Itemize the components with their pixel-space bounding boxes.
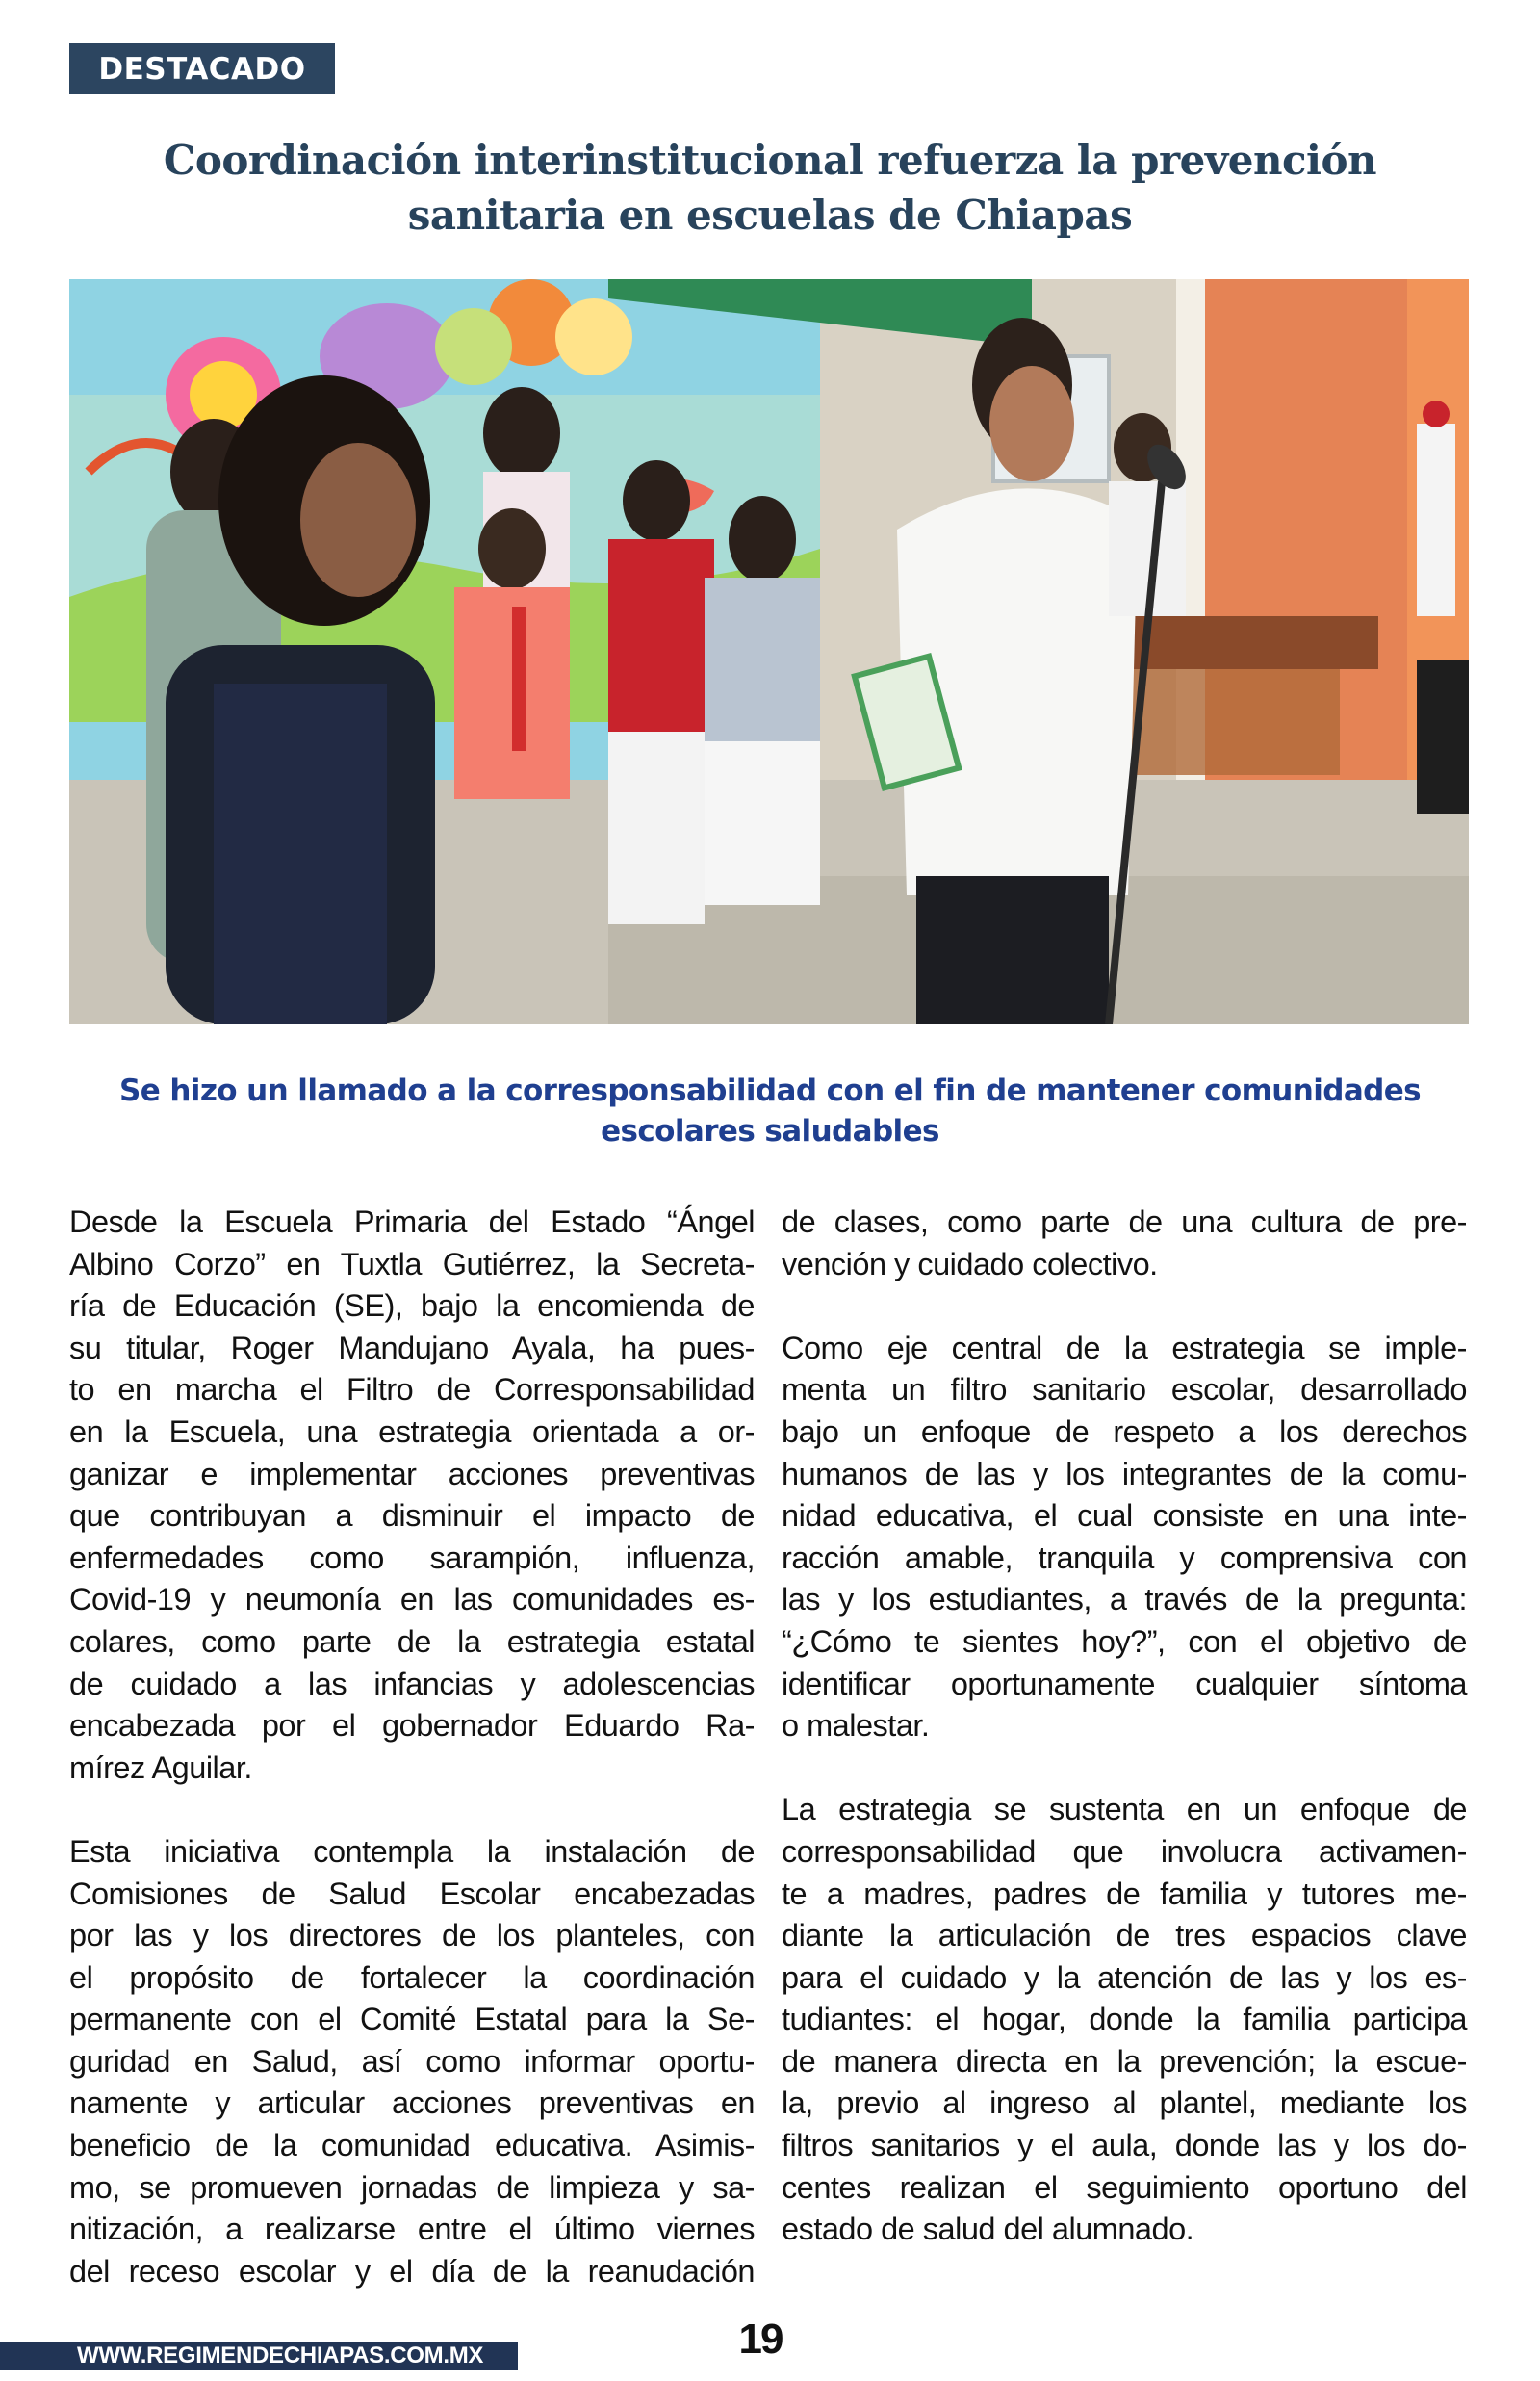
text-line: identificar oportunamente cualquier síntoma — [782, 1666, 1467, 1701]
article-column-left — [69, 1202, 755, 2292]
text-line: “¿Cómo te sientes hoy?”, con el objetivo de — [782, 1623, 1467, 1659]
text-line: to en marcha el Filtro de Corresponsabilidad — [69, 1372, 755, 1408]
text-line: nitización, a realizarse entre el último viernes — [69, 2212, 755, 2247]
text-line: centes realizan el seguimiento oportuno del — [782, 2169, 1467, 2205]
text-line: en la Escuela, una estrategia orientada a or- — [69, 1413, 755, 1449]
text-line: menta un filtro sanitario escolar, desarrollado — [782, 1372, 1467, 1408]
text-line: estado de salud del alumnado. — [782, 2212, 1194, 2247]
footer-bar — [0, 2342, 518, 2370]
text-line: enfermedades como sarampión, influenza, — [69, 1540, 755, 1575]
paragraph — [782, 1202, 1467, 1285]
text-line: vención y cuidado colectivo. — [782, 1246, 1158, 1281]
text-line: Covid-19 y neumonía en las comunidades es- — [69, 1582, 755, 1618]
text-line: diante la articulación de tres espacios clave — [782, 1918, 1467, 1954]
section-badge — [69, 43, 335, 94]
paragraph — [69, 1831, 755, 2293]
article-column-right — [782, 1202, 1467, 2251]
text-line: la, previo al ingreso al plantel, mediante los — [782, 2085, 1467, 2121]
text-line: ganizar e implementar acciones preventivas — [69, 1456, 755, 1491]
text-line: bajo un enfoque de respeto a los derechos — [782, 1413, 1467, 1449]
text-line: corresponsabilidad que involucra activamen- — [782, 1833, 1467, 1869]
text-line: nidad educativa, el cual consiste en una inte- — [782, 1498, 1467, 1534]
headline-line-1: Coordinación interinstitucional refuerza la prevención — [163, 137, 1377, 184]
text-line: de cuidado a las infancias y adolescencias — [69, 1666, 755, 1701]
text-line: guridad en Salud, así como informar oportu- — [69, 2043, 755, 2079]
text-line: del receso escolar y el día de la reanudación — [69, 2253, 755, 2289]
text-line: encabezada por el gobernador Eduardo Ra- — [69, 1708, 755, 1744]
text-line: racción amable, tranquila y comprensiva con — [782, 1540, 1467, 1575]
subheadline-line-2: escolares saludables — [601, 1114, 939, 1149]
text-line: permanente con el Comité Estatal para la Se- — [69, 2002, 755, 2037]
page-number: 19 — [738, 2316, 783, 2363]
website-link[interactable]: WWW.REGIMENDECHIAPAS.COM.MX — [77, 2342, 484, 2368]
article-subheadline — [96, 1071, 1444, 1152]
text-line: tudiantes: el hogar, donde la familia participa — [782, 2002, 1467, 2037]
text-line: de clases, como parte de una cultura de pre- — [782, 1204, 1467, 1239]
text-line: el propósito de fortalecer la coordinación — [69, 1959, 755, 1995]
section-badge-label: DESTACADO — [98, 51, 306, 87]
subheadline-line-1: Se hizo un llamado a la corresponsabilidad con el fin de mantener comunidades — [118, 1074, 1422, 1108]
headline-line-2: sanitaria en escuelas de Chiapas — [407, 192, 1133, 239]
article-photo — [69, 279, 1469, 1024]
article-headline — [69, 133, 1471, 243]
paragraph — [782, 1328, 1467, 1747]
text-line: ría de Educación (SE), bajo la encomienda de — [69, 1288, 755, 1324]
text-line: Esta iniciativa contempla la instalación de — [69, 1833, 755, 1869]
text-line: Albino Corzo” en Tuxtla Gutiérrez, la Secreta- — [69, 1246, 755, 1281]
text-line: Como eje central de la estrategia se imple- — [782, 1330, 1467, 1365]
text-line: te a madres, padres de familia y tutores me- — [782, 1876, 1467, 1911]
text-line: mo, se promueven jornadas de limpieza y sa- — [69, 2169, 755, 2205]
paragraph — [782, 1789, 1467, 2251]
text-line: humanos de las y los integrantes de la comu- — [782, 1456, 1467, 1491]
text-line: colares, como parte de la estrategia estatal — [69, 1623, 755, 1659]
text-line: su titular, Roger Mandujano Ayala, ha pues- — [69, 1330, 755, 1365]
photo-illustration — [69, 279, 1469, 1024]
text-line: La estrategia se sustenta en un enfoque de — [782, 1792, 1467, 1827]
text-line: namente y articular acciones preventivas en — [69, 2085, 755, 2121]
text-line: mírez Aguilar. — [69, 1749, 252, 1785]
text-line: de manera directa en la prevención; la escue- — [782, 2043, 1467, 2079]
paragraph — [69, 1202, 755, 1789]
text-line: para el cuidado y la atención de las y los es- — [782, 1959, 1467, 1995]
text-line: Desde la Escuela Primaria del Estado “Ángel — [69, 1204, 755, 1239]
text-line: beneficio de la comunidad educativa. Asimis- — [69, 2128, 755, 2163]
text-line: las y los estudiantes, a través de la pregunta: — [782, 1582, 1467, 1618]
text-line: filtros sanitarios y el aula, donde las y los do- — [782, 2128, 1467, 2163]
text-line: Comisiones de Salud Escolar encabezadas — [69, 1876, 755, 1911]
text-line: o malestar. — [782, 1708, 930, 1744]
text-line: por las y los directores de los planteles, con — [69, 1918, 755, 1954]
text-line: que contribuyan a disminuir el impacto de — [69, 1498, 755, 1534]
